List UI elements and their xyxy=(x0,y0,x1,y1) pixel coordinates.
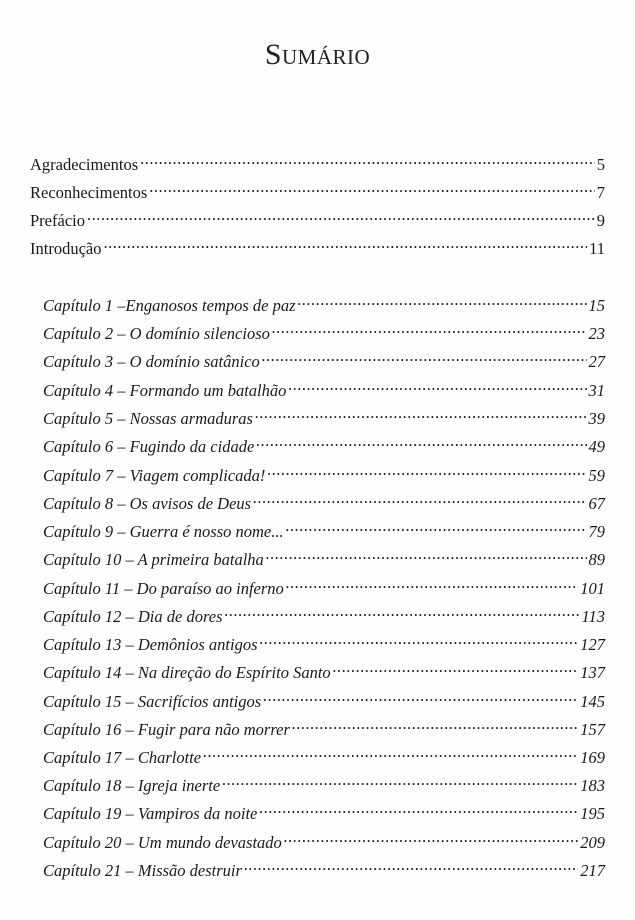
toc-entry-page: 209 xyxy=(580,833,605,852)
toc-entry-page: 195 xyxy=(580,804,605,823)
toc-entry-page: 5 xyxy=(596,155,605,174)
toc-chapter-10 xyxy=(43,543,605,569)
toc-chapter-1 xyxy=(43,289,605,315)
toc-chapter-19 xyxy=(43,797,605,823)
toc-entry-page: 31 xyxy=(588,381,605,400)
toc-entry-page: 183 xyxy=(580,776,605,795)
toc-entry-page: 89 xyxy=(588,550,605,569)
toc-chapter-17 xyxy=(43,741,605,767)
toc-chapter-2 xyxy=(43,317,605,343)
dot-leader xyxy=(87,204,595,226)
toc-chapter-4 xyxy=(43,374,605,400)
toc-entry-label: Capítulo 2 – O domínio silencioso xyxy=(43,324,270,343)
toc-entry-page: 39 xyxy=(588,409,605,428)
dot-leader xyxy=(225,600,580,622)
toc-entry-page: 49 xyxy=(588,437,605,456)
toc-entry-label: Capítulo 7 – Viagem complicada! xyxy=(43,466,266,485)
toc-entry-label: Capítulo 10 – A primeira batalha xyxy=(43,550,264,569)
toc-chapter-8 xyxy=(43,487,605,513)
toc-entry-label: Capítulo 1 –Enganosos tempos de paz xyxy=(43,296,296,315)
toc-entry-label: Capítulo 15 – Sacrifícios antigos xyxy=(43,692,262,711)
toc-chapter-16 xyxy=(43,713,605,739)
dot-leader xyxy=(222,769,578,791)
toc-entry-page: 11 xyxy=(589,239,605,258)
toc-entry-label: Capítulo 17 – Charlotte xyxy=(43,748,202,767)
toc-chapter-3 xyxy=(43,345,605,371)
toc-entry-label: Reconhecimentos xyxy=(30,183,148,202)
toc-entry-label: Capítulo 9 – Guerra é nosso nome... xyxy=(43,522,284,541)
dot-leader xyxy=(298,289,587,311)
toc-chapter-14 xyxy=(43,656,605,682)
toc-entry-page: 27 xyxy=(588,352,605,371)
toc-entry-label: Capítulo 8 – Os avisos de Deus xyxy=(43,494,252,513)
dot-leader xyxy=(262,345,587,367)
dot-leader xyxy=(255,402,587,424)
toc-chapter-7 xyxy=(43,459,605,485)
toc-entry-page: 113 xyxy=(581,607,605,626)
toc-entry-label: Capítulo 4 – Formando um batalhão xyxy=(43,381,287,400)
dot-leader xyxy=(292,713,578,735)
toc-entry-label: Capítulo 5 – Nossas armaduras xyxy=(43,409,253,428)
toc-entry-label: Agradecimentos xyxy=(30,155,139,174)
dot-leader xyxy=(256,430,586,452)
toc-entry-page: 169 xyxy=(580,748,605,767)
dot-leader xyxy=(244,854,578,876)
dot-leader xyxy=(253,487,586,509)
dot-leader xyxy=(266,543,587,565)
page-title: Sumário xyxy=(264,38,371,71)
toc-entry-label: Capítulo 3 – O domínio satânico xyxy=(43,352,260,371)
toc-front-reconhecimentos xyxy=(30,176,605,202)
toc-entry-page: 15 xyxy=(588,296,605,315)
toc-chapter-11 xyxy=(43,572,605,598)
dot-leader xyxy=(288,374,586,396)
dot-leader xyxy=(286,515,587,537)
toc-chapter-13 xyxy=(43,628,605,654)
toc-front-agradecimentos xyxy=(30,148,605,174)
toc-entry-page: 145 xyxy=(580,692,605,711)
toc-entry-label: Capítulo 21 – Missão destruir xyxy=(43,861,242,880)
dot-leader xyxy=(272,317,587,339)
toc-entry-page: 127 xyxy=(580,635,605,654)
toc-entry-label: Capítulo 18 – Igreja inerte xyxy=(43,776,221,795)
toc-chapter-20 xyxy=(43,826,605,852)
dot-leader xyxy=(286,572,578,594)
dot-leader xyxy=(103,232,587,254)
toc-entry-page: 67 xyxy=(588,494,605,513)
dot-leader xyxy=(263,685,578,707)
dot-leader xyxy=(260,628,579,650)
toc-entry-page: 101 xyxy=(580,579,605,598)
toc-entry-label: Capítulo 14 – Na direção do Espírito Santo xyxy=(43,663,331,682)
toc-entry-page: 157 xyxy=(580,720,605,739)
toc-entry-label: Capítulo 11 – Do paraíso ao inferno xyxy=(43,579,284,598)
toc-entry-label: Capítulo 20 – Um mundo devastado xyxy=(43,833,282,852)
toc-entry-page: 79 xyxy=(588,522,605,541)
toc-chapter-9 xyxy=(43,515,605,541)
dot-leader xyxy=(284,826,578,848)
toc-entry-page: 23 xyxy=(588,324,605,343)
toc-entry-label: Capítulo 12 – Dia de dores xyxy=(43,607,223,626)
toc-entry-label: Capítulo 13 – Demônios antigos xyxy=(43,635,258,654)
toc-entry-label: Prefácio xyxy=(30,211,85,230)
toc-front-prefacio xyxy=(30,204,605,230)
toc-entry-label: Capítulo 19 – Vampiros da noite xyxy=(43,804,258,823)
toc-chapter-21 xyxy=(43,854,605,880)
toc-entry-label: Capítulo 6 – Fugindo da cidade xyxy=(43,437,255,456)
dot-leader xyxy=(259,797,578,819)
toc-chapter-6 xyxy=(43,430,605,456)
toc-entry-page: 59 xyxy=(588,466,605,485)
toc-chapter-15 xyxy=(43,685,605,711)
toc-entry-label: Capítulo 16 – Fugir para não morrer xyxy=(43,720,290,739)
dot-leader xyxy=(203,741,578,763)
toc-entry-page: 7 xyxy=(596,183,605,202)
dot-leader xyxy=(140,148,595,170)
toc-chapter-5 xyxy=(43,402,605,428)
dot-leader xyxy=(333,656,579,678)
toc-entry-label: Introdução xyxy=(30,239,102,258)
toc-entry-page: 217 xyxy=(580,861,605,880)
dot-leader xyxy=(267,459,586,481)
toc-chapter-12 xyxy=(43,600,605,626)
dot-leader xyxy=(149,176,594,198)
toc-chapter-18 xyxy=(43,769,605,795)
toc-entry-page: 137 xyxy=(580,663,605,682)
toc-front-introducao xyxy=(30,232,605,258)
toc-entry-page: 9 xyxy=(596,211,605,230)
